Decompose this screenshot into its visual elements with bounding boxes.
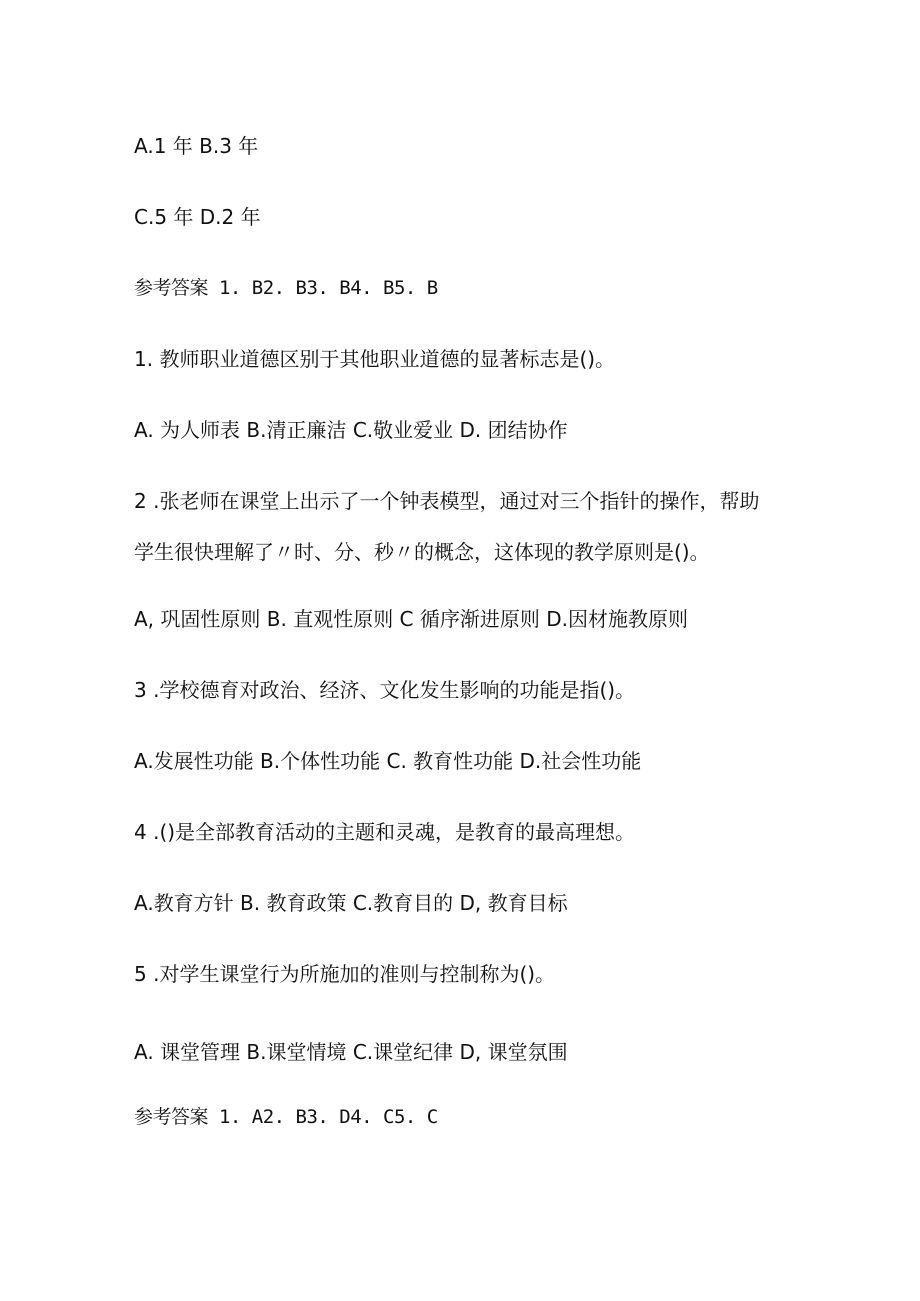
question-3-options: A.发展性功能 B.个体性功能 C. 教育性功能 D.社会性功能 [134, 749, 642, 773]
question-2-line-2: 学生很快理解了〃时、分、秒〃的概念，这体现的教学原则是()。 [134, 540, 710, 564]
question-5: 5 .对学生课堂行为所施加的准则与控制称为()。 [134, 962, 556, 986]
answer-key-2: 参考答案 1. A2. B3. D4. C5. C [134, 1106, 438, 1128]
question-4: 4 .()是全部教育活动的主题和灵魂，是教育的最高理想。 [134, 820, 636, 844]
question-1-options: A. 为人师表 B.清正廉洁 C.敬业爱业 D. 团结协作 [134, 418, 568, 442]
question-1: 1. 教师职业道德区别于其他职业道德的显著标志是()。 [134, 347, 616, 371]
answer-key-1: 参考答案 1. B2. B3. B4. B5. B [134, 277, 438, 299]
option-line-q5-cd: C.5 年 D.2 年 [134, 205, 261, 229]
question-3: 3 .学校德育对政治、经济、文化发生影响的功能是指()。 [134, 678, 636, 702]
question-4-options: A.教育方针 B. 教育政策 C.教育目的 D, 教育目标 [134, 891, 568, 915]
question-2-options: A, 巩固性原则 B. 直观性原则 C 循序渐进原则 D.因材施教原则 [134, 607, 688, 631]
question-5-options: A. 课堂管理 B.课堂情境 C.课堂纪律 D, 课堂氛围 [134, 1040, 568, 1064]
option-line-q5-ab: A.1 年 B.3 年 [134, 134, 259, 158]
question-2-line-1: 2 .张老师在课堂上出示了一个钟表模型，通过对三个指针的操作，帮助 [134, 489, 760, 513]
